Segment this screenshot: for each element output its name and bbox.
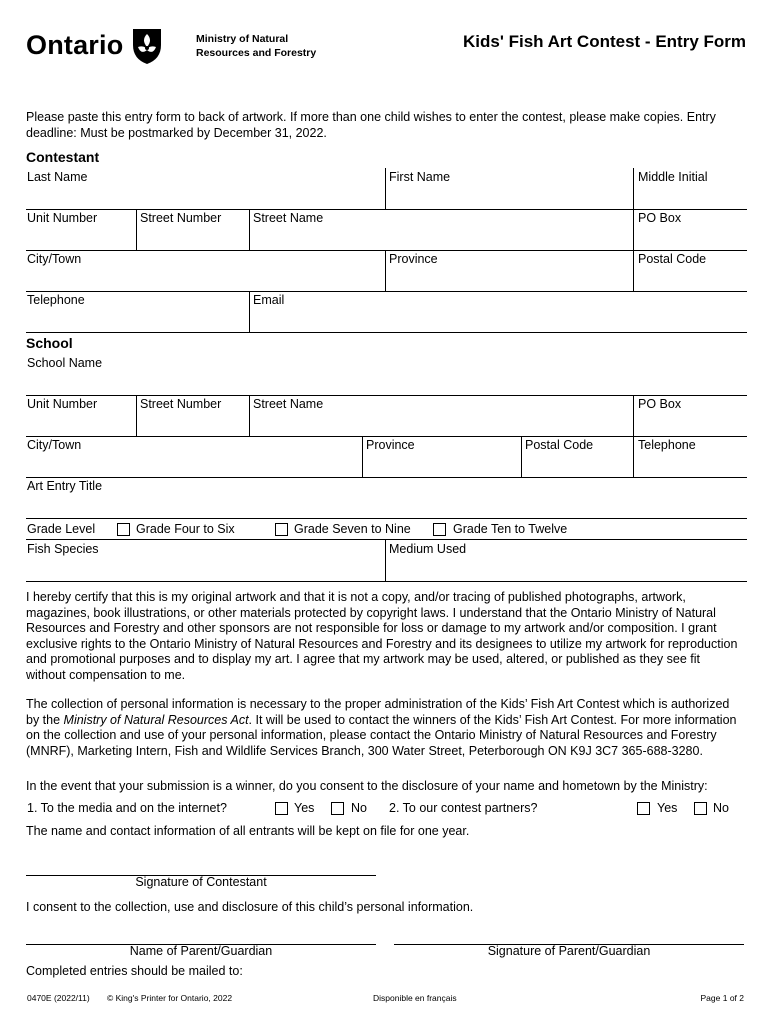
contestant-signature-field[interactable]	[26, 848, 376, 874]
grade-seven-to-nine-checkbox[interactable]	[275, 521, 288, 539]
certify-line-3: Resources and Forestry and other sponsors are not responsible for loss or damage to my artwork and/or composition. I grant	[26, 621, 717, 635]
school-street-number-field[interactable]	[138, 413, 247, 435]
contestant-telephone-field[interactable]	[26, 309, 247, 331]
certify-line-4: exclusive rights to the Ontario Ministry of Natural Resources and Forestry and its designees to utilize my artwork for reproduction	[26, 636, 738, 651]
contestant-unit-number-label: Unit Number	[27, 211, 98, 225]
school-unit-number-label: Unit Number	[27, 397, 98, 411]
school-city-label: City/Town	[27, 438, 82, 452]
contestant-email-label: Email	[253, 293, 285, 307]
contestant-postal-code-label: Postal Code	[638, 252, 707, 266]
footer-copyright: © King's Printer for Ontario, 2022	[107, 993, 233, 1003]
grade-four-to-six-label: Grade Four to Six	[136, 522, 235, 536]
collection-line-4: (MNRF), Marketing Intern, Fish and Wildlife Services Branch, 300 Water Street, Peterborough ON K9J 3C7 365-688-3280.	[26, 743, 703, 758]
school-street-number-label: Street Number	[140, 397, 222, 411]
contestant-middle-initial-field[interactable]	[635, 186, 745, 208]
contestant-city-field[interactable]	[26, 268, 384, 290]
footer-french-link[interactable]: Disponible en français	[373, 993, 457, 1003]
certify-line-5: and promotional purposes and to display my art. I agree that my artwork may be used, altered, or published as they see fit	[26, 652, 700, 666]
contestant-first-name-field[interactable]	[387, 186, 632, 208]
consent-partners-no-checkbox[interactable]	[694, 800, 707, 818]
school-street-name-field[interactable]	[251, 413, 632, 435]
collection-text	[26, 697, 746, 759]
contestant-last-name-field[interactable]	[26, 186, 384, 208]
parent-signature-field[interactable]	[394, 917, 744, 943]
consent-media-no-checkbox[interactable]	[331, 800, 344, 818]
grade-level-label: Grade Level	[27, 522, 96, 536]
footer-page-number: Page 1 of 2	[700, 993, 744, 1003]
ontario-logo	[26, 22, 165, 68]
art-entry-title-field[interactable]	[26, 495, 745, 517]
school-city-field[interactable]	[26, 454, 360, 476]
contestant-first-name-label: First Name	[389, 170, 451, 184]
consent-collection-text: I consent to the collection, use and disclosure of this child’s personal information.	[26, 900, 474, 914]
school-street-name-label: Street Name	[253, 397, 324, 411]
contestant-street-name-label: Street Name	[253, 211, 324, 225]
ontario-wordmark: Ontario	[26, 29, 124, 60]
contestant-postal-code-field[interactable]	[635, 268, 745, 290]
contestant-province-label: Province	[389, 252, 438, 266]
medium-used-field[interactable]	[387, 558, 745, 580]
school-name-label: School Name	[27, 356, 103, 370]
contestant-po-box-field[interactable]	[635, 227, 745, 249]
fish-species-label: Fish Species	[27, 542, 99, 556]
ministry-line-2: Resources and Forestry	[196, 47, 317, 59]
school-po-box-field[interactable]	[635, 413, 745, 435]
contestant-middle-initial-label: Middle Initial	[638, 170, 708, 184]
fish-species-field[interactable]	[26, 558, 384, 580]
school-name-field[interactable]	[26, 372, 745, 394]
consent-partners-yes-checkbox[interactable]	[637, 800, 650, 818]
contestant-email-field[interactable]	[251, 309, 745, 331]
school-province-field[interactable]	[364, 454, 519, 476]
grade-seven-to-nine-label: Grade Seven to Nine	[294, 522, 411, 536]
collection-line-3: on the collection and use of your personal information, please contact the Ontario Ministry of Natural Resources and Forestry	[26, 728, 717, 742]
contestant-heading: Contestant	[26, 149, 100, 165]
contestant-unit-number-field[interactable]	[26, 227, 134, 249]
contestant-telephone-label: Telephone	[27, 293, 85, 307]
collection-line-1: The collection of personal information is necessary to the proper administration of the Kids’ Fish Art Contest which is authorized	[26, 697, 730, 711]
consent-partners-no-label: No	[713, 801, 729, 815]
footer-form-number: 0470E (2022/11)	[27, 993, 90, 1003]
trillium-icon	[129, 25, 165, 65]
ministry-name	[196, 32, 316, 60]
school-heading: School	[26, 335, 73, 351]
intro-text	[26, 110, 746, 141]
certify-line-2: magazines, book illustrations, or other materials protected by copyright laws. I understand that the Ontario Ministry of Natural	[26, 605, 716, 620]
school-postal-code-label: Postal Code	[525, 438, 594, 452]
contestant-last-name-label: Last Name	[27, 170, 88, 184]
form-title: Kids' Fish Art Contest - Entry Form	[463, 32, 746, 51]
contestant-po-box-label: PO Box	[638, 211, 682, 225]
school-province-label: Province	[366, 438, 415, 452]
art-entry-title-label: Art Entry Title	[27, 479, 103, 493]
parent-name-field[interactable]	[26, 917, 376, 943]
contestant-street-name-field[interactable]	[251, 227, 632, 249]
grade-ten-to-twelve-label: Grade Ten to Twelve	[453, 522, 568, 536]
grade-four-to-six-checkbox[interactable]	[117, 521, 130, 539]
consent-media-yes-checkbox[interactable]	[275, 800, 288, 818]
school-postal-code-field[interactable]	[523, 454, 632, 476]
collection-line-2: by the Ministry of Natural Resources Act. It will be used to contact the winners of the Kids’ Fish Art Contest. For more information	[26, 712, 737, 727]
contestant-street-number-label: Street Number	[140, 211, 222, 225]
school-telephone-label: Telephone	[638, 438, 696, 452]
kept-on-file-text: The name and contact information of all entrants will be kept on file for one year.	[26, 824, 470, 838]
consent-partners-yes-label: Yes	[657, 801, 678, 815]
mailed-to-text: Completed entries should be mailed to:	[26, 964, 243, 978]
school-po-box-label: PO Box	[638, 397, 682, 411]
certify-text	[26, 590, 746, 683]
consent-partners-question: 2. To our contest partners?	[389, 801, 538, 815]
consent-question: In the event that your submission is a winner, do you consent to the disclosure of your name and hometown by the Ministry:	[26, 779, 708, 793]
grade-ten-to-twelve-checkbox[interactable]	[433, 521, 446, 539]
certify-line-1: I hereby certify that this is my original artwork and that it is not a copy, and/or tracing of published photographs, artwork,	[26, 590, 686, 604]
consent-media-no-label: No	[351, 801, 367, 815]
contestant-province-field[interactable]	[387, 268, 632, 290]
signature-contestant-label: Signature of Contestant	[135, 875, 267, 889]
medium-used-label: Medium Used	[389, 542, 467, 556]
certify-line-6: without compensation to me.	[26, 667, 186, 682]
consent-media-yes-label: Yes	[294, 801, 315, 815]
school-unit-number-field[interactable]	[26, 413, 134, 435]
parent-signature-label: Signature of Parent/Guardian	[487, 944, 651, 958]
school-telephone-field[interactable]	[635, 454, 745, 476]
contestant-street-number-field[interactable]	[138, 227, 247, 249]
parent-name-label: Name of Parent/Guardian	[129, 944, 273, 958]
consent-media-question: 1. To the media and on the internet?	[27, 801, 227, 815]
ministry-line-1: Ministry of Natural	[196, 33, 289, 45]
intro-line-1: Please paste this entry form to back of artwork. If more than one child wishes to enter the contest, please make copies. Entry	[26, 110, 716, 124]
contestant-city-label: City/Town	[27, 252, 82, 266]
intro-line-2: deadline: Must be postmarked by December 31, 2022.	[26, 125, 327, 140]
